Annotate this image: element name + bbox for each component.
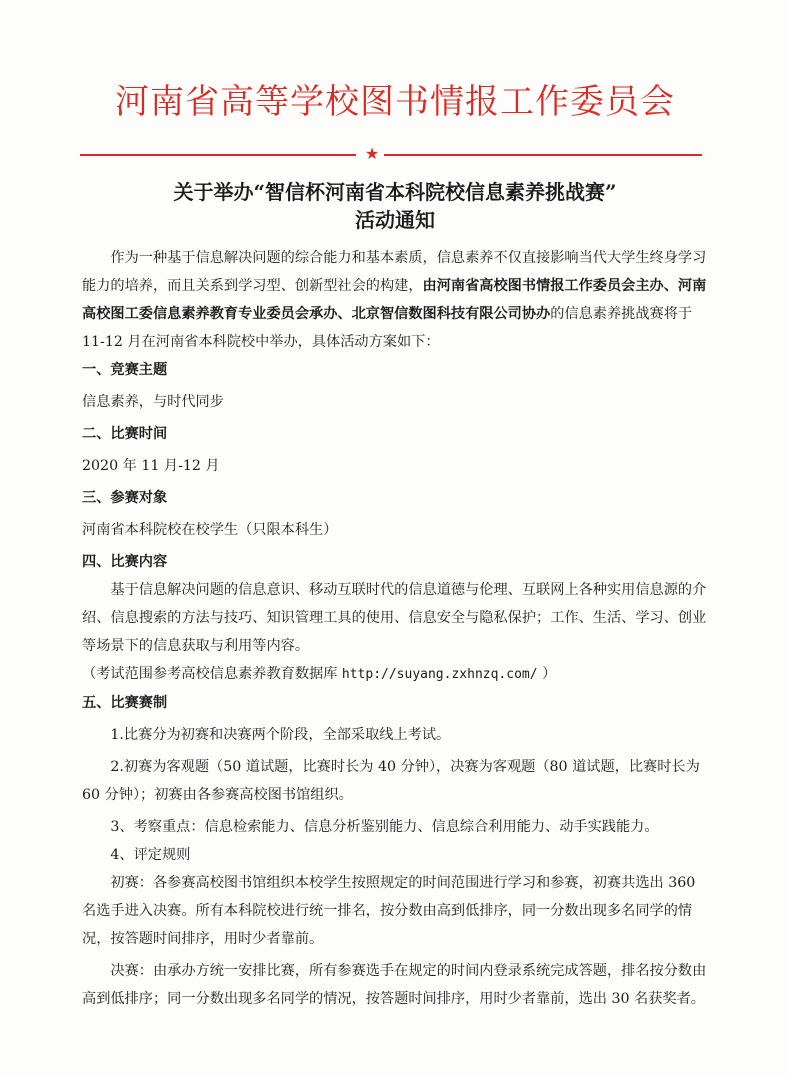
intro-organizers: 由河南省高校图书情报工作委员会主办、河南高校图工委信息素养教育专业委员会承办、北京智信数图科技有限公司协办 [82, 278, 707, 322]
section-heading-time: 二、比赛时间 [82, 426, 168, 442]
notice-title [0, 178, 790, 234]
intro-text-part2: 的信息素养挑战赛将于 11-12 月在河南省本科院校中举办，具体活动方案如下： [82, 306, 693, 350]
divider-line-right [384, 154, 702, 156]
note-prefix: （考试范围参考高校信息素养教育数据库 [82, 666, 342, 682]
notice-title-line1: 关于举办“智信杯河南省本科院校信息素养挑战赛” [173, 180, 617, 204]
divider-line-left [80, 154, 356, 156]
section-heading-participants: 三、参赛对象 [82, 490, 168, 506]
intro-paragraph [82, 244, 712, 356]
note-suffix: ） [537, 666, 557, 682]
section-text-content: 基于信息解决问题的信息意识、移动互联时代的信息道德与伦理、互联网上各种实用信息源的介绍、信息搜索的方法与技巧、知识管理工具的使用、信息安全与隐私保护；工作、生活、学习、创业等场景下的信息获取与利用等内容。 [82, 582, 707, 654]
section-heading-theme: 一、竞赛主题 [82, 362, 168, 378]
format-item-3: 3、考察重点：信息检索能力、信息分析鉴别能力、信息综合利用能力、动手实践能力。 [110, 819, 659, 835]
database-url-link[interactable]: http://suyang.zxhnzq.com/ [341, 667, 538, 682]
format-item-2: 2.初赛为客观题（50 道试题，比赛时长为 40 分钟），决赛为客观题（80 道试题，比赛时长为 60 分钟）；初赛由各参赛高校图书馆组织。 [82, 759, 700, 803]
notice-title-line2: 活动通知 [355, 208, 435, 232]
intro-text-part1: 作为一种基于信息解决问题的综合能力和基本素质，信息素养不仅直接影响当代大学生终身学习能力的培养，而且关系到学习型、创新型社会的构建， [82, 250, 707, 294]
star-icon: ★ [364, 144, 380, 163]
section-text-theme: 信息素养，与时代同步 [82, 394, 224, 410]
notice-body [82, 244, 712, 1013]
rule-final: 决赛：由承办方统一安排比赛，所有参赛选手在规定的时间内登录系统完成答题，排名按分数由高到低排序；同一分数出现多名同学的情况，按答题时间排序，用时少者靠前，选出 30 名获奖者。 [82, 963, 707, 1007]
section-note-content [82, 660, 712, 689]
section-heading-content: 四、比赛内容 [82, 554, 168, 570]
section-text-participants: 河南省本科院校在校学生（只限本科生） [82, 522, 338, 538]
header-divider [80, 144, 702, 163]
section-text-time: 2020 年 11 月-12 月 [82, 458, 220, 474]
organization-title: 河南省高等学校图书情报工作委员会 [115, 82, 675, 122]
format-item-4: 4、评定规则 [110, 847, 191, 863]
section-heading-format: 五、比赛赛制 [82, 695, 168, 711]
format-item-1: 1.比赛分为初赛和决赛两个阶段，全部采取线上考试。 [110, 727, 451, 743]
rule-preliminary: 初赛：各参赛高校图书馆组织本校学生按照规定的时间范围进行学习和参赛，初赛共选出 360 名选手进入决赛。所有本科院校进行统一排名，按分数由高到低排序，同一分数出现多名同学的情况，按答题时间排序，用时少者靠前。 [82, 875, 696, 947]
